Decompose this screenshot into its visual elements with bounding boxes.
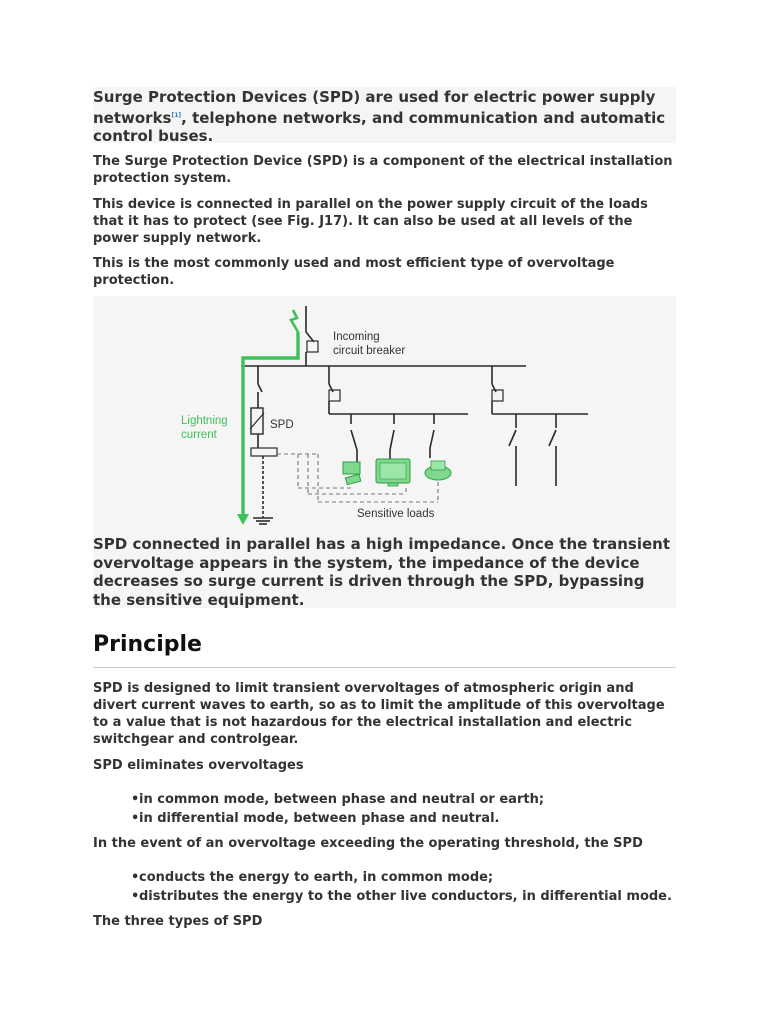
- list-item-text: conducts the energy to earth, in common mode;: [139, 870, 494, 885]
- spd-label: SPD: [270, 419, 294, 431]
- most-common-paragraph: This is the most commonly used and most efficient type of overvoltage protection.: [93, 256, 615, 288]
- list-item-text: in differential mode, between phase and neutral.: [139, 811, 500, 826]
- section-heading: Principle: [93, 632, 202, 657]
- bullet-icon: •: [131, 870, 140, 885]
- list-item: [93, 887, 676, 906]
- principle-paragraph: SPD is designed to limit transient overvoltages of atmospheric origin and divert current waves to earth, so as to limit the amplitude of this overvoltage to a value that is not hazardous for the electrical installation and electric switchgear and controlgear.: [93, 681, 665, 747]
- intro-paragraph-block: [93, 87, 676, 143]
- types-paragraph: The three types of SPD: [93, 914, 263, 929]
- circuit-lines: [241, 306, 588, 524]
- incoming-label-line1: Incoming: [333, 331, 380, 343]
- figure-caption-block: [93, 533, 676, 608]
- reference-link[interactable]: [1]: [171, 111, 182, 119]
- intro-text-start: Surge Protection Devices (SPD) are used for electric power supply networks: [93, 88, 656, 127]
- list-item-text: in common mode, between phase and neutral or earth;: [139, 792, 545, 807]
- intro-text-end: , telephone networks, and communication and automatic control buses.: [93, 108, 666, 145]
- eliminates-paragraph: SPD eliminates overvoltages: [93, 758, 304, 773]
- heading-divider: [93, 667, 676, 668]
- event-paragraph: In the event of an overvoltage exceeding the operating threshold, the SPD: [93, 836, 643, 851]
- lightning-current-path: [237, 310, 298, 525]
- sensitive-loads-label: Sensitive loads: [357, 508, 435, 520]
- intro-paragraph: [93, 87, 676, 146]
- lightning-label-line2: current: [181, 429, 217, 441]
- list-item: [93, 868, 676, 887]
- bullet-icon: •: [131, 889, 140, 904]
- actions-list: [93, 868, 676, 906]
- lightning-label-line1: Lightning: [181, 415, 228, 427]
- list-item: [93, 790, 676, 809]
- spd-definition-paragraph: The Surge Protection Device (SPD) is a component of the electrical installation protection system.: [93, 154, 673, 186]
- list-item: [93, 809, 676, 828]
- modes-list: [93, 790, 676, 828]
- incoming-label-line2: circuit breaker: [333, 345, 406, 357]
- diagram-svg: [93, 296, 676, 533]
- bullet-icon: •: [131, 811, 140, 826]
- spd-wiring-diagram: [93, 296, 676, 533]
- figure-caption: SPD connected in parallel has a high impedance. Once the transient overvoltage appears in the system, the impedance of the device decreases so surge current is driven through the SPD, bypassing the sensitive equipment.: [93, 535, 671, 609]
- sensitive-load-icons: [343, 459, 451, 486]
- parallel-connection-paragraph: This device is connected in parallel on the power supply circuit of the loads that it has to protect (see Fig. J17). It can also be used at all levels of the power supply network.: [93, 197, 648, 246]
- list-item-text: distributes the energy to the other live conductors, in differential mode.: [139, 889, 672, 904]
- bullet-icon: •: [131, 792, 140, 807]
